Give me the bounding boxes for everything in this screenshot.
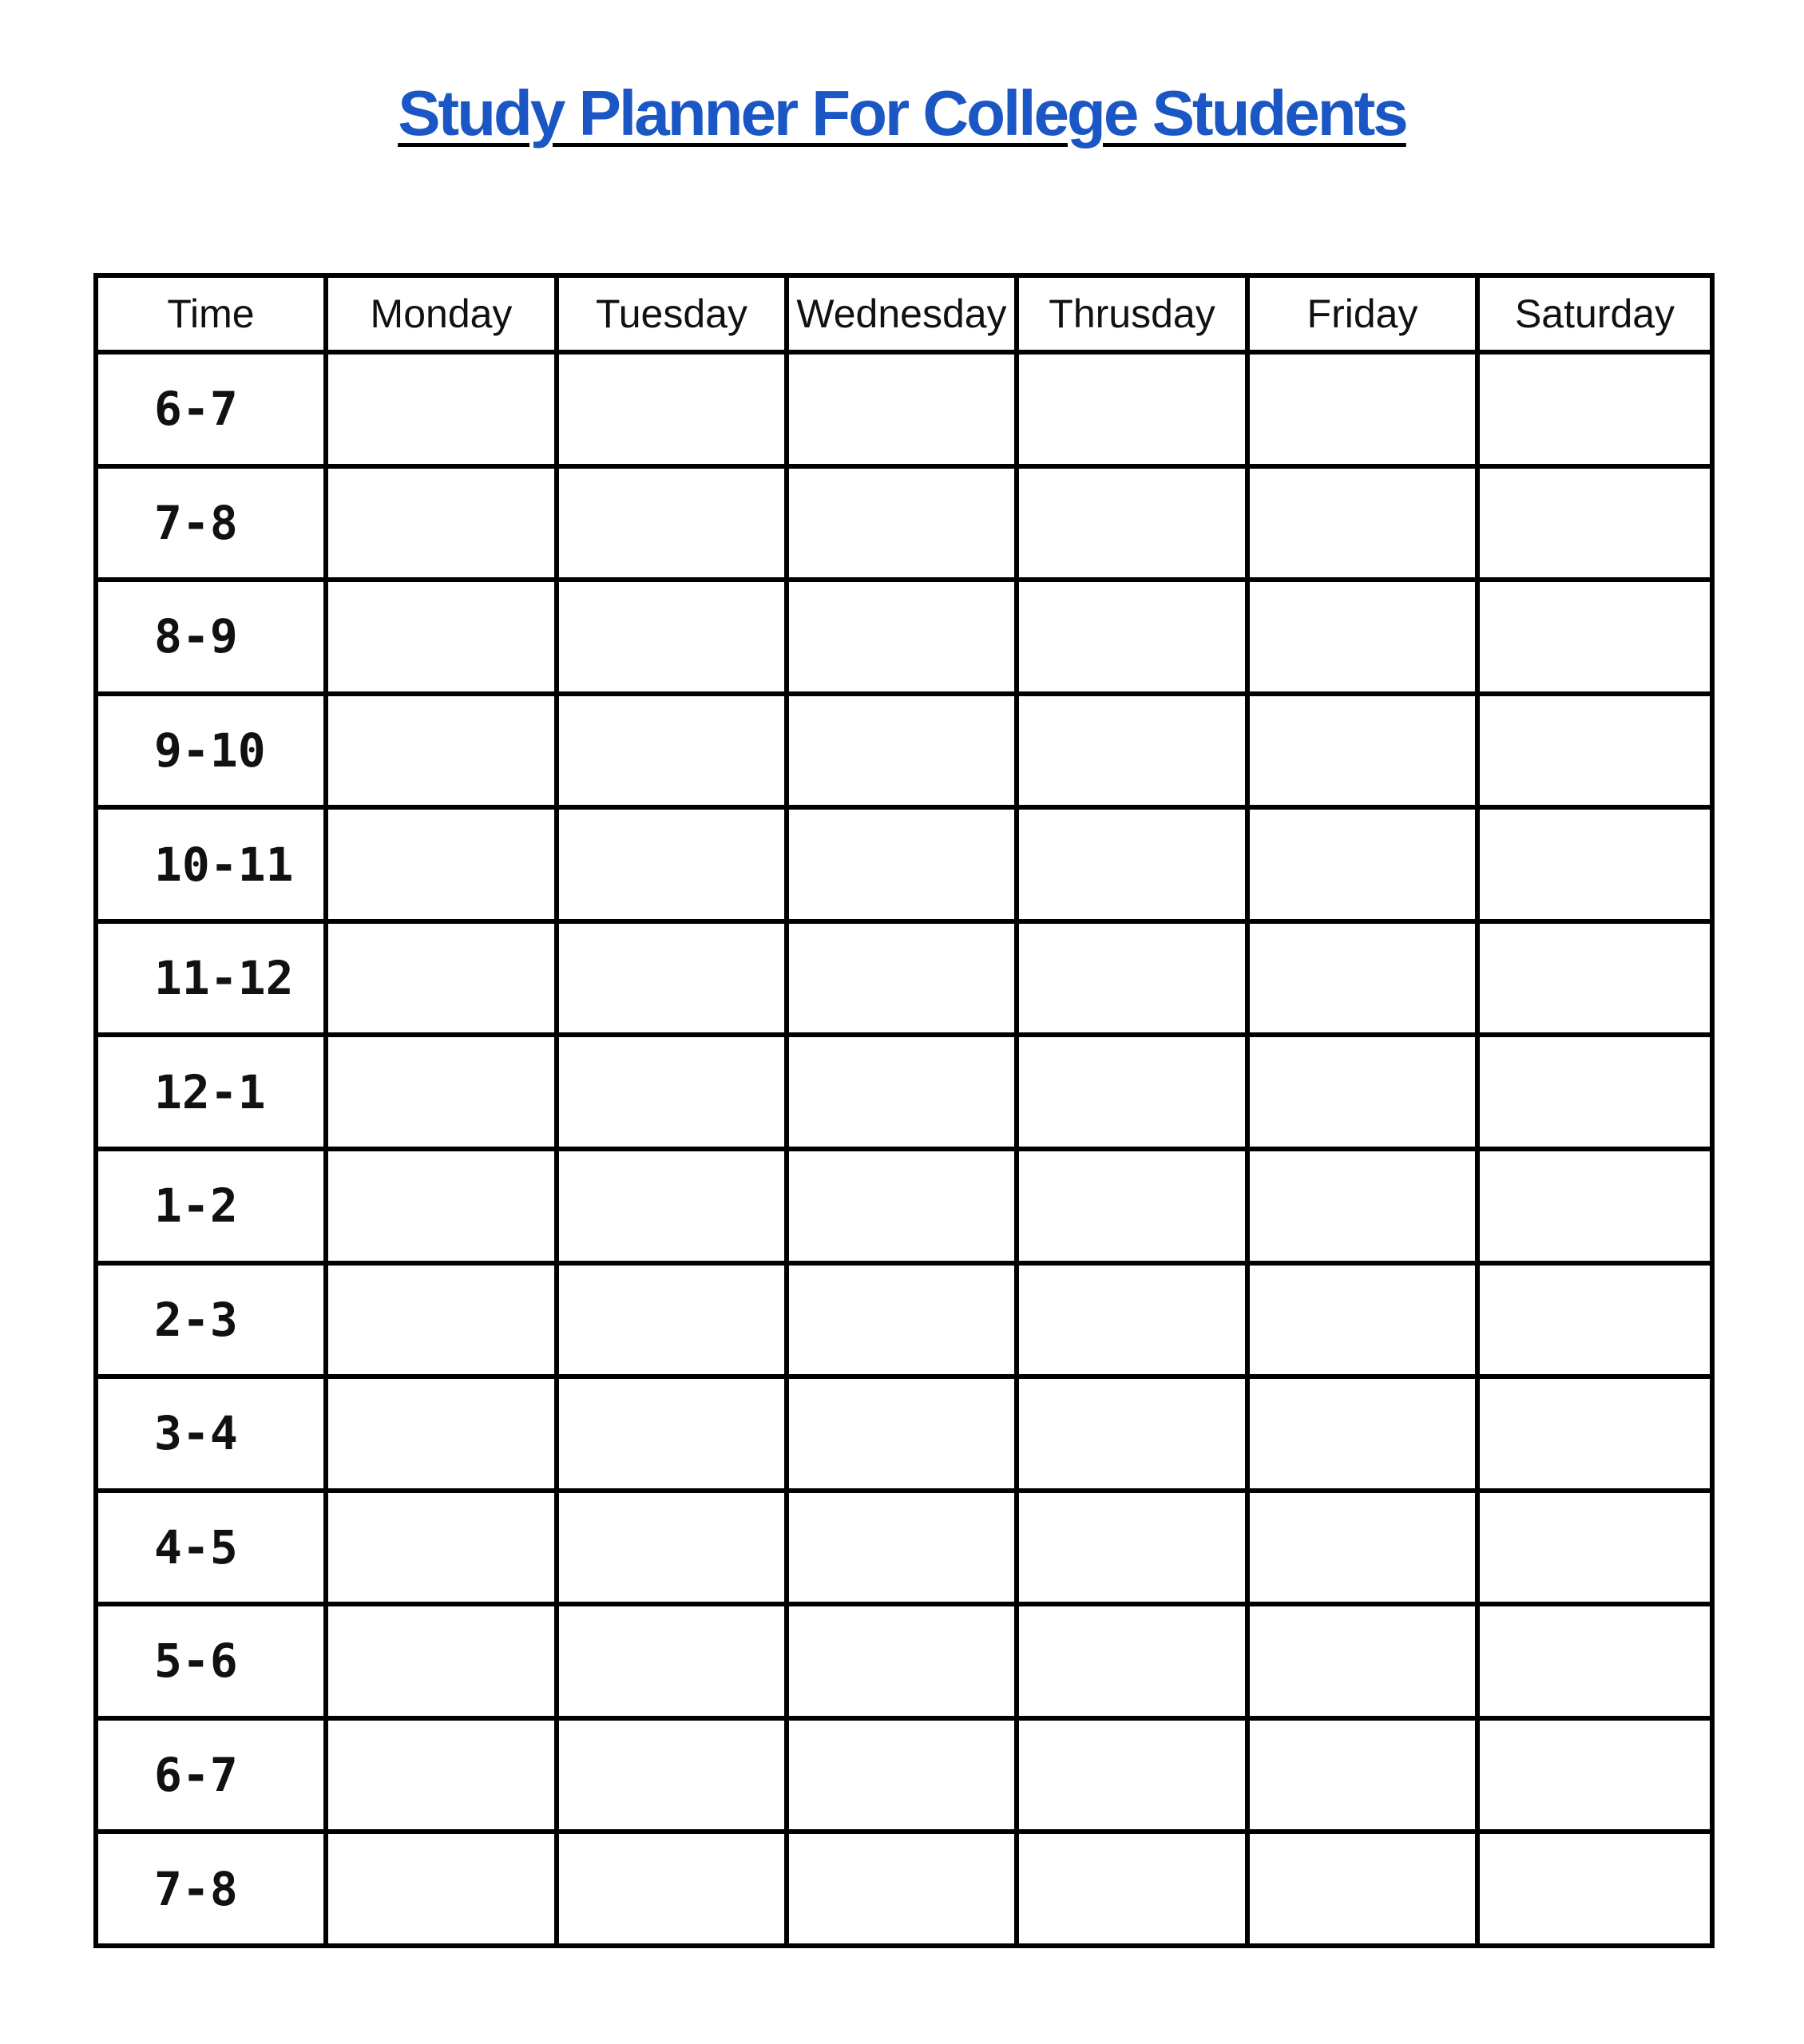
time-slot-label: 8-9 (96, 580, 326, 694)
planner-cell-saturday[interactable] (1477, 694, 1712, 808)
planner-cell-thursday[interactable] (1017, 921, 1247, 1036)
planner-cell-friday[interactable] (1247, 580, 1477, 694)
planner-cell-friday[interactable] (1247, 1149, 1477, 1263)
planner-cell-saturday[interactable] (1477, 352, 1712, 466)
time-slot-label: 11-12 (96, 921, 326, 1036)
table-row (96, 1718, 1712, 1832)
planner-cell-monday[interactable] (326, 1718, 557, 1832)
planner-cell-thursday[interactable] (1017, 352, 1247, 466)
planner-cell-tuesday[interactable] (557, 1377, 787, 1491)
planner-cell-thursday[interactable] (1017, 1035, 1247, 1149)
planner-cell-saturday[interactable] (1477, 1149, 1712, 1263)
planner-cell-thursday[interactable] (1017, 1377, 1247, 1491)
time-slot-label: 2-3 (96, 1263, 326, 1377)
planner-cell-monday[interactable] (326, 807, 557, 921)
planner-cell-monday[interactable] (326, 466, 557, 580)
planner-cell-monday[interactable] (326, 580, 557, 694)
header-monday: Monday (326, 275, 557, 352)
table-row (96, 466, 1712, 580)
planner-cell-monday[interactable] (326, 1263, 557, 1377)
planner-cell-wednesday[interactable] (787, 1491, 1017, 1605)
planner-cell-wednesday[interactable] (787, 1149, 1017, 1263)
planner-cell-wednesday[interactable] (787, 352, 1017, 466)
planner-cell-tuesday[interactable] (557, 352, 787, 466)
planner-cell-thursday[interactable] (1017, 1718, 1247, 1832)
planner-cell-thursday[interactable] (1017, 1604, 1247, 1718)
study-planner-table (93, 273, 1715, 1948)
planner-cell-tuesday[interactable] (557, 580, 787, 694)
planner-cell-wednesday[interactable] (787, 1832, 1017, 1946)
planner-cell-saturday[interactable] (1477, 921, 1712, 1036)
time-slot-label: 1-2 (96, 1149, 326, 1263)
planner-cell-thursday[interactable] (1017, 807, 1247, 921)
planner-cell-wednesday[interactable] (787, 1263, 1017, 1377)
table-row (96, 921, 1712, 1036)
planner-cell-wednesday[interactable] (787, 694, 1017, 808)
planner-cell-saturday[interactable] (1477, 1035, 1712, 1149)
table-row (96, 1491, 1712, 1605)
planner-cell-saturday[interactable] (1477, 1604, 1712, 1718)
planner-cell-wednesday[interactable] (787, 807, 1017, 921)
planner-cell-friday[interactable] (1247, 1035, 1477, 1149)
planner-cell-friday[interactable] (1247, 1832, 1477, 1946)
time-slot-label: 3-4 (96, 1377, 326, 1491)
planner-cell-monday[interactable] (326, 1377, 557, 1491)
planner-cell-monday[interactable] (326, 1149, 557, 1263)
planner-cell-tuesday[interactable] (557, 1149, 787, 1263)
time-slot-label: 12-1 (96, 1035, 326, 1149)
planner-cell-wednesday[interactable] (787, 1377, 1017, 1491)
planner-cell-thursday[interactable] (1017, 580, 1247, 694)
table-row (96, 580, 1712, 694)
planner-cell-friday[interactable] (1247, 694, 1477, 808)
planner-cell-thursday[interactable] (1017, 1263, 1247, 1377)
planner-cell-saturday[interactable] (1477, 580, 1712, 694)
header-saturday: Saturday (1477, 275, 1712, 352)
time-slot-label: 7-8 (96, 466, 326, 580)
planner-cell-wednesday[interactable] (787, 1718, 1017, 1832)
planner-cell-tuesday[interactable] (557, 1035, 787, 1149)
planner-cell-tuesday[interactable] (557, 466, 787, 580)
planner-cell-saturday[interactable] (1477, 1491, 1712, 1605)
planner-cell-tuesday[interactable] (557, 694, 787, 808)
planner-cell-wednesday[interactable] (787, 580, 1017, 694)
planner-cell-saturday[interactable] (1477, 1718, 1712, 1832)
planner-cell-wednesday[interactable] (787, 1035, 1017, 1149)
planner-cell-friday[interactable] (1247, 1377, 1477, 1491)
header-time: Time (96, 275, 326, 352)
time-slot-label: 7-8 (96, 1832, 326, 1946)
page-title: Study Planner For College Students (398, 77, 1406, 149)
time-slot-label: 9-10 (96, 694, 326, 808)
planner-cell-friday[interactable] (1247, 921, 1477, 1036)
planner-cell-monday[interactable] (326, 1604, 557, 1718)
planner-cell-tuesday[interactable] (557, 1718, 787, 1832)
time-slot-label: 5-6 (96, 1604, 326, 1718)
planner-cell-thursday[interactable] (1017, 1832, 1247, 1946)
planner-cell-saturday[interactable] (1477, 1832, 1712, 1946)
planner-cell-friday[interactable] (1247, 1263, 1477, 1377)
planner-cell-monday[interactable] (326, 921, 557, 1036)
planner-cell-monday[interactable] (326, 1491, 557, 1605)
time-slot-label: 6-7 (96, 1718, 326, 1832)
planner-cell-wednesday[interactable] (787, 1604, 1017, 1718)
planner-cell-friday[interactable] (1247, 352, 1477, 466)
planner-cell-tuesday[interactable] (557, 921, 787, 1036)
planner-cell-wednesday[interactable] (787, 466, 1017, 580)
planner-cell-thursday[interactable] (1017, 1491, 1247, 1605)
planner-cell-thursday[interactable] (1017, 1149, 1247, 1263)
planner-cell-tuesday[interactable] (557, 1832, 787, 1946)
table-row (96, 694, 1712, 808)
planner-cell-tuesday[interactable] (557, 1491, 787, 1605)
header-tuesday: Tuesday (557, 275, 787, 352)
planner-cell-monday[interactable] (326, 352, 557, 466)
time-slot-label: 10-11 (96, 807, 326, 921)
planner-cell-thursday[interactable] (1017, 694, 1247, 808)
header-wednesday: Wednesday (787, 275, 1017, 352)
planner-cell-thursday[interactable] (1017, 466, 1247, 580)
table-row (96, 1832, 1712, 1946)
planner-body (96, 352, 1712, 1946)
planner-cell-monday[interactable] (326, 1035, 557, 1149)
table-row (96, 1263, 1712, 1377)
planner-cell-tuesday[interactable] (557, 1604, 787, 1718)
planner-cell-tuesday[interactable] (557, 1263, 787, 1377)
planner-cell-friday[interactable] (1247, 807, 1477, 921)
planner-cell-wednesday[interactable] (787, 921, 1017, 1036)
planner-cell-friday[interactable] (1247, 1604, 1477, 1718)
header-row (96, 275, 1712, 352)
planner-cell-friday[interactable] (1247, 1491, 1477, 1605)
table-row (96, 1035, 1712, 1149)
time-slot-label: 6-7 (96, 352, 326, 466)
planner-cell-saturday[interactable] (1477, 1263, 1712, 1377)
time-slot-label: 4-5 (96, 1491, 326, 1605)
planner-cell-tuesday[interactable] (557, 807, 787, 921)
table-row (96, 1377, 1712, 1491)
header-thursday: Thrusday (1017, 275, 1247, 352)
planner-cell-saturday[interactable] (1477, 1377, 1712, 1491)
planner-cell-saturday[interactable] (1477, 807, 1712, 921)
table-row (96, 1149, 1712, 1263)
table-row (96, 352, 1712, 466)
planner-cell-saturday[interactable] (1477, 466, 1712, 580)
planner-cell-monday[interactable] (326, 694, 557, 808)
planner-cell-friday[interactable] (1247, 1718, 1477, 1832)
header-friday: Friday (1247, 275, 1477, 352)
table-row (96, 807, 1712, 921)
planner-cell-monday[interactable] (326, 1832, 557, 1946)
table-row (96, 1604, 1712, 1718)
planner-cell-friday[interactable] (1247, 466, 1477, 580)
